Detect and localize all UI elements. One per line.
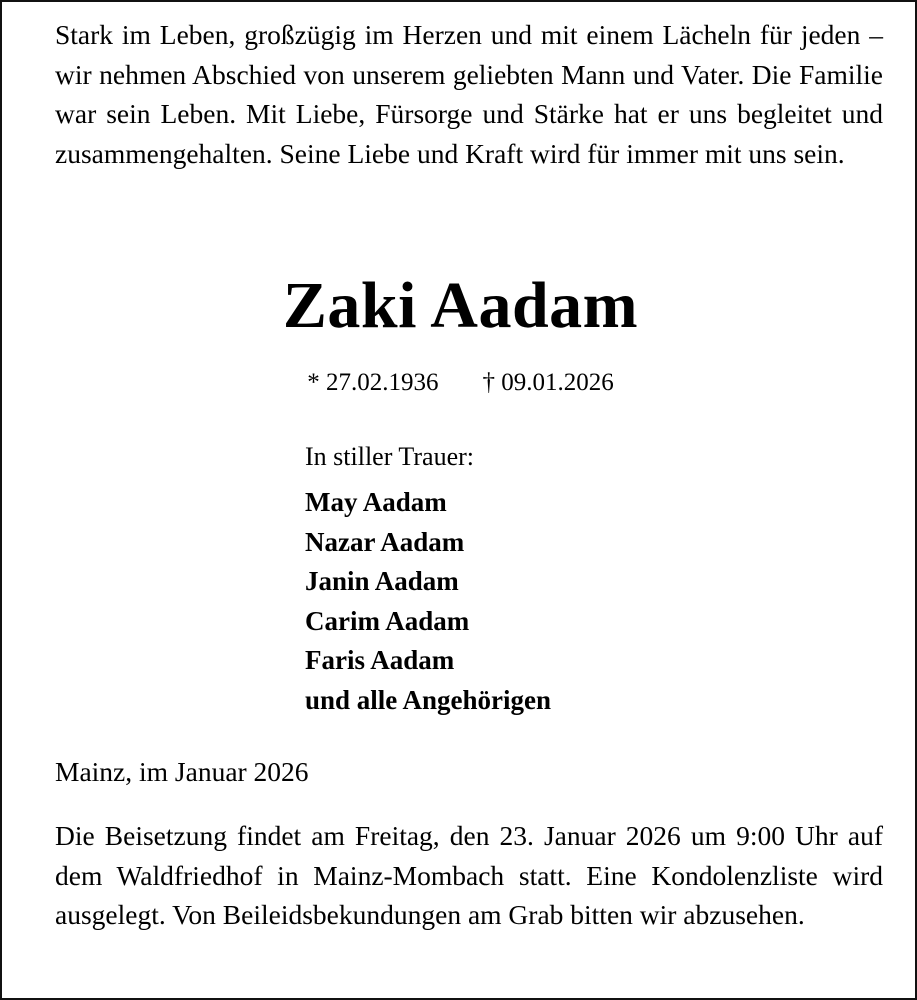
deceased-name: Zaki Aadam [282, 269, 639, 342]
mourner-name: Janin Aadam [305, 566, 459, 596]
mourners-block [305, 439, 551, 720]
mourner-name: Carim Aadam [305, 605, 470, 636]
death-date: 09.01.2026 [501, 369, 614, 396]
mourner-name: Nazar Aadam [305, 526, 465, 557]
place-and-date: Mainz, im Januar 2026 [55, 756, 309, 787]
mourner-name: May Aadam [305, 487, 447, 517]
birth-date: 27.02.1936 [326, 369, 439, 396]
death-cross-icon: † [482, 369, 495, 396]
mourner-relatives: und alle Angehörigen [305, 684, 552, 715]
mourner-name: Faris Aadam [305, 645, 455, 675]
mourners-label: In stiller Trauer: [305, 442, 474, 471]
funeral-info-paragraph: Die Beisetzung findet am Freitag, den 23. Januar 2026 um 9:00 Uhr auf dem Waldfriedhof in Mainz-Mombach statt. Eine Kondolenzliste wird ausgelegt. Von Beileidsbekundungen am Grab bitten wir abzusehen. [55, 820, 883, 931]
intro-paragraph: Stark im Leben, großzügig im Herzen und mit einem Lächeln für jeden – wir nehmen Abschied von unserem geliebten Mann und Vater. Die Familie war sein Leben. Mit Liebe, Fürsorge und Stärke hat er uns begleitet und zusammengehalten. Seine Liebe und Kraft wird für immer mit uns sein. [55, 19, 883, 169]
birth-symbol-icon: * [307, 369, 320, 396]
life-dates [2, 365, 917, 401]
